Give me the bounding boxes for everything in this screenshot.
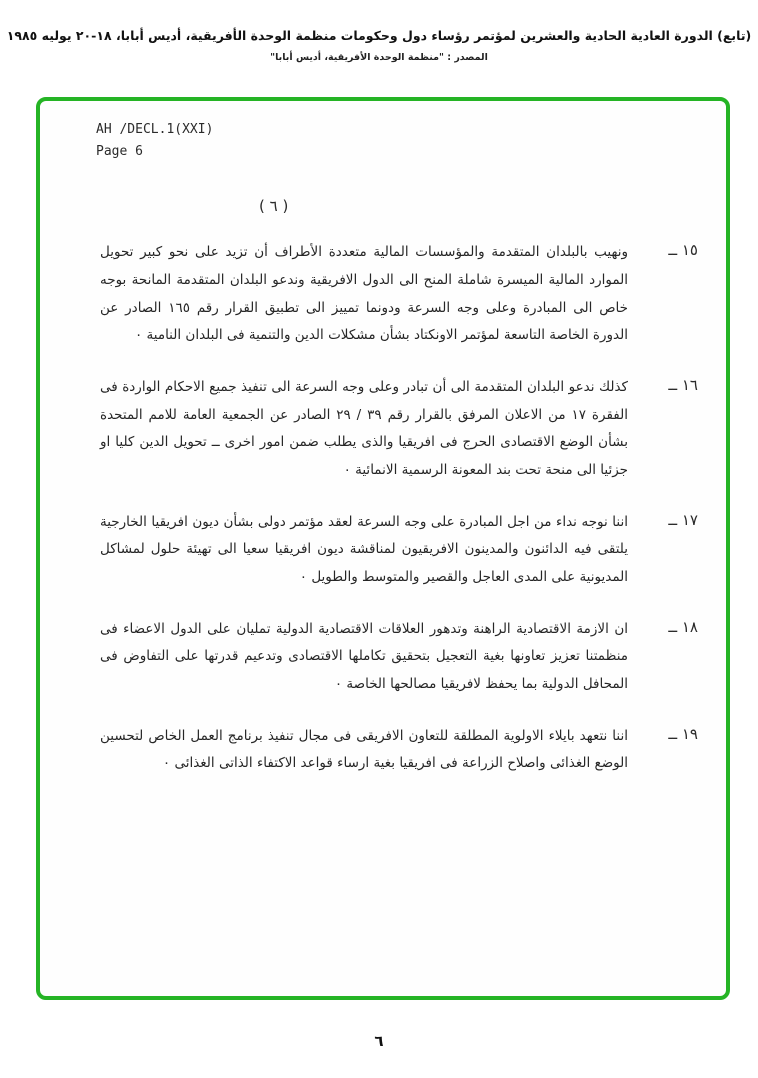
paragraph-list bbox=[74, 239, 698, 778]
paragraph-17 bbox=[100, 509, 698, 592]
header-title: (تابع) الدورة العادية الحادية والعشرين لمؤتمر رؤساء دول وحكومات منظمة الوحدة الأفريقية، أديس أبابا، ١٨-٢٠ يوليه ١٩٨٥ bbox=[6, 28, 752, 43]
paragraph-19 bbox=[100, 723, 698, 778]
paragraph-19-number: ١٩ ــ bbox=[668, 724, 698, 743]
paragraph-17-text: اننا نوجه نداء من اجل المبادرة على وجه السرعة لعقد مؤتمر دولى بشأن ديون افريقيا الخارجية يلتقى فيه الدائنون والمدينون الافريقيون لمناقشة ديون افريقيا سعيا الى تهيئة حلول لمشاكل المديونية على المدى العاجل والقصير والمتوسط والطويل ٠ bbox=[100, 513, 628, 585]
paragraph-15-text: ونهيب بالبلدان المتقدمة والمؤسسات المالية متعددة الأطراف أن تزيد على نحو كبير تحويل الموارد المالية الميسرة شاملة المنح الى الدول الافريقية وندعو البلدان المتقدمة المانحة بوجه خاص الى المبادرة وعلى وجه السرعة ودونما تمييز الى تطبيق القرار رقم ١٦٥ الصادر عن الدورة الخاصة التاسعة لمؤتمر الاونكتاد بشأن مشكلات الدين والتنمية فى البلدان النامية ٠ bbox=[100, 244, 628, 344]
paragraph-16-text: كذلك ندعو البلدان المتقدمة الى أن تبادر وعلى وجه السرعة الى تنفيذ جميع الاحكام الواردة فى الفقرة ١٧ من الاعلان المرفق بالقرار رقم ٣٩ / ٢٩ الصادر عن الجمعية العامة للامم المتحدة بشأن الوضع الاقتصادى الحرج فى افريقيا والذى يطلب ضمن امور اخرى ــ تحويل الدين كليا او جزئيا الى منحة تحت بند المعونة الرسمية الانمائية ٠ bbox=[100, 378, 628, 478]
paragraph-18-text: ان الازمة الاقتصادية الراهنة وتدهور العلاقات الاقتصادية الدولية تمليان على الدول الاعضاء فى منظمتنا تعزيز تعاونها بغية التعجيل بتحقيق تكاملها الاقتصادى وتدعيم قدرتها على التفاوض فى المحافل الدولية بما يحفظ لافريقيا مصالحها الخاصة ٠ bbox=[100, 620, 628, 692]
paragraph-18 bbox=[100, 616, 698, 699]
paragraph-18-number: ١٨ ــ bbox=[668, 617, 698, 636]
section-marker: ( ٦ ) bbox=[259, 197, 289, 216]
paragraph-17-number: ١٧ ــ bbox=[668, 510, 698, 529]
paragraph-15 bbox=[100, 239, 698, 350]
scanned-page-frame bbox=[36, 97, 730, 1000]
paragraph-16 bbox=[100, 374, 698, 485]
source-line: المصدر : "منظمة الوحدة الأفريقية، أديس أبابا" bbox=[270, 52, 488, 63]
paragraph-16-number: ١٦ ــ bbox=[668, 375, 698, 394]
paragraph-15-number: ١٥ ــ bbox=[668, 241, 698, 260]
doc-ref-code: AH /DECL.1(XXI) bbox=[96, 122, 214, 137]
doc-page-label: Page 6 bbox=[96, 144, 143, 160]
document-reference bbox=[96, 119, 698, 163]
footer-page-number: ٦ bbox=[374, 1032, 384, 1050]
paragraph-19-text: اننا نتعهد بايلاء الاولوية المطلقة للتعاون الافريقى فى مجال تنفيذ برنامج العمل الخاص لتحسين الوضع الغذائى واصلاح الزراعة فى افريقيا بغية ارساء قواعد الاكتفاء الذاتى الغذائى ٠ bbox=[100, 727, 628, 772]
